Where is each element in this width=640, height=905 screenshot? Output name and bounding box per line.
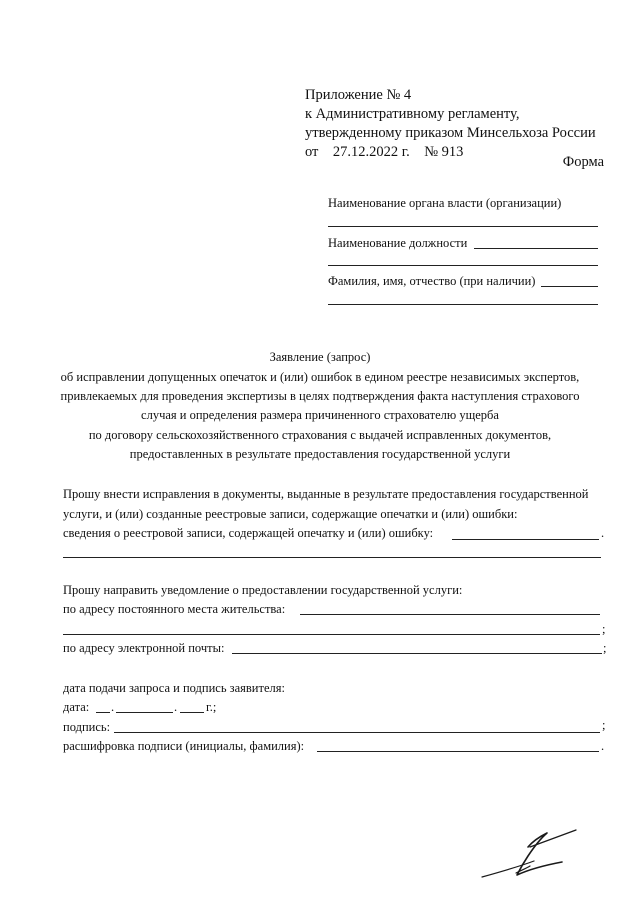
appendix-date-number: от 27.12.2022 г. № 913: [305, 144, 464, 160]
handwritten-signature: [470, 825, 590, 885]
signature-label: подпись:: [63, 720, 111, 734]
appendix-header: [305, 86, 596, 162]
record-info-inline-line[interactable]: [452, 539, 599, 540]
notify-heading: Прошу направить уведомление о предоставлении государственной услуги:: [63, 583, 463, 597]
email-end: ;: [603, 641, 607, 655]
date-sep-1: .: [111, 700, 115, 714]
request-line-1: Прошу внести исправления в документы, выданные в результате предоставления государственной: [63, 487, 589, 501]
date-sep-2: .: [174, 700, 178, 714]
fio-inline-line[interactable]: [541, 286, 598, 287]
submit-heading: дата подачи запроса и подпись заявителя:: [63, 681, 285, 695]
postal-label: по адресу постоянного места жительства:: [63, 602, 286, 616]
postal-line[interactable]: [63, 634, 600, 635]
decode-label: расшифровка подписи (инициалы, фамилия):: [63, 739, 305, 753]
title-line-6: предоставленных в результате предоставления государственной услуги: [129, 447, 511, 461]
record-info-end: .: [601, 526, 605, 540]
title-line-2: об исправлении допущенных опечаток и (или) ошибок в едином реестре независимых экспертов,: [60, 370, 580, 384]
decode-end: .: [601, 739, 605, 753]
postal-end: ;: [602, 622, 606, 636]
date-year-line[interactable]: [180, 712, 204, 713]
email-label: по адресу электронной почты:: [63, 641, 225, 655]
position-label: Наименование должности: [328, 236, 468, 250]
request-line-2: услуги, и (или) созданные реестровые записи, содержащие опечатки и (или) ошибки:: [63, 507, 518, 521]
request-line-3: сведения о реестровой записи, содержащей опечатку и (или) ошибку:: [63, 526, 434, 540]
title-main: Заявление (запрос): [269, 350, 371, 364]
form-label: Форма: [562, 154, 604, 170]
org-label: Наименование органа власти (организации): [328, 196, 562, 210]
appendix-number: Приложение № 4: [305, 87, 412, 103]
postal-inline-line[interactable]: [300, 614, 600, 615]
signature-line[interactable]: [114, 732, 600, 733]
title-line-5: по договору сельскохозяйственного страхования с выдачей исправленных документов,: [88, 428, 552, 442]
email-line[interactable]: [232, 653, 602, 654]
appendix-approved: утвержденному приказом Минсельхоза России: [305, 125, 596, 141]
fio-line[interactable]: [328, 304, 598, 305]
fio-label: Фамилия, имя, отчество (при наличии): [328, 274, 536, 288]
date-label: дата:: [63, 700, 90, 714]
title-line-4: случая и определения размера причиненного страхователю ущерба: [141, 408, 499, 422]
record-info-line[interactable]: [63, 557, 601, 558]
signature-end: ;: [602, 718, 606, 732]
title-line-3: привлекаемых для проведения экспертизы в целях подтверждения факта наступления страхового: [60, 389, 580, 403]
appendix-regulation: к Административному регламенту,: [305, 106, 520, 122]
position-inline-line[interactable]: [474, 248, 598, 249]
org-line[interactable]: [328, 226, 598, 227]
date-year-suffix: г.;: [206, 700, 217, 714]
date-month-line[interactable]: [116, 712, 173, 713]
decode-line[interactable]: [317, 751, 599, 752]
date-day-line[interactable]: [96, 712, 110, 713]
position-line[interactable]: [328, 265, 598, 266]
